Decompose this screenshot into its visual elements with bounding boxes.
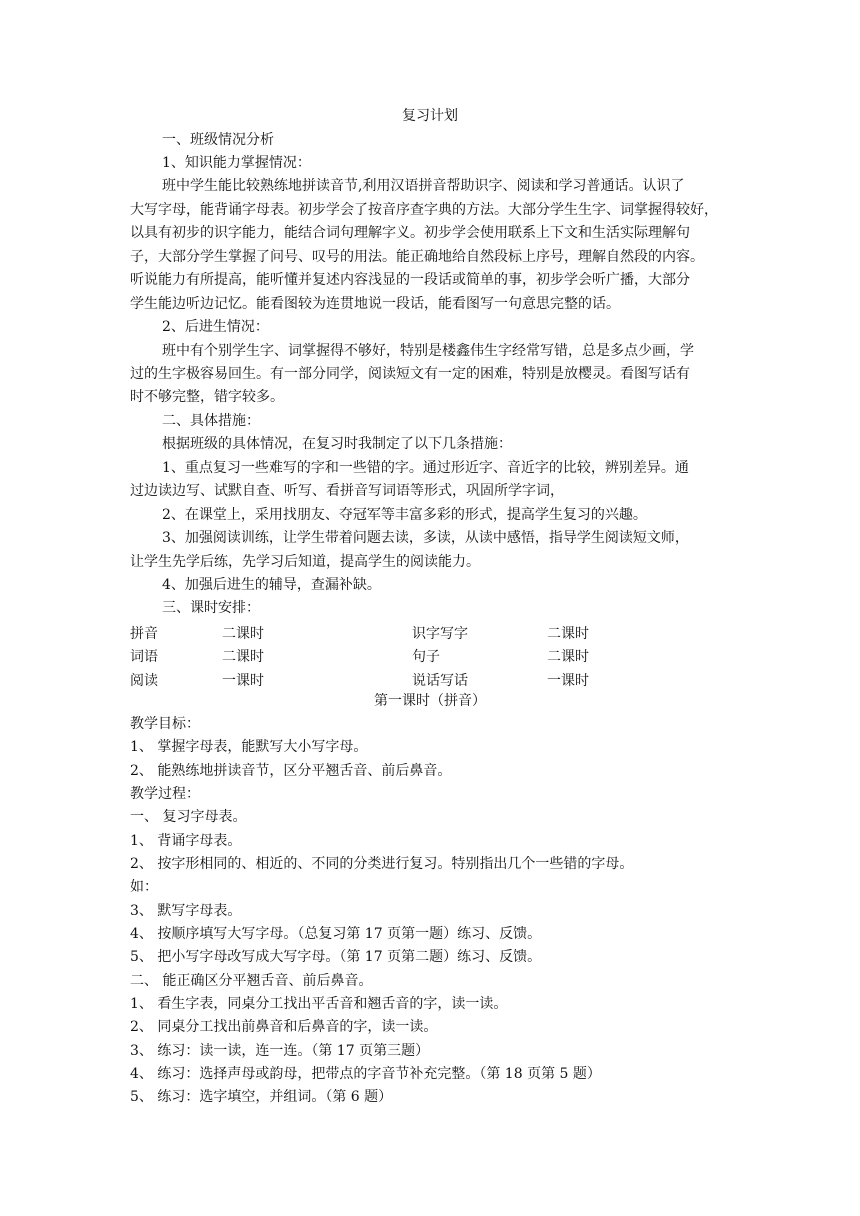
schedule-cell: 识字写字	[412, 626, 468, 642]
process-item: 1、 背诵字母表。	[130, 833, 242, 849]
schedule-cell: 词语	[130, 649, 158, 665]
paragraph-line: 班中学生能比较熟练地拼读音节,利用汉语拼音帮助识字、阅读和学习普通话。认识了	[162, 178, 685, 194]
process-heading: 教学过程：	[130, 786, 200, 802]
goal-item: 2、 能熟练地拼读音节，区分平翘舌音、前后鼻音。	[130, 763, 452, 779]
schedule-cell: 二课时	[222, 626, 264, 642]
measure-item: 3、加强阅读训练，让学生带着问题去读，多读，从读中感悟，指导学生阅读短文师，	[162, 530, 689, 546]
schedule-row	[130, 622, 730, 646]
measures-intro: 根据班级的具体情况，在复习时我制定了以下几条措施：	[162, 436, 512, 452]
section-2-heading: 二、具体措施：	[162, 413, 260, 429]
paragraph-line: 以具有初步的识字能力，能结合词句理解字义。初步学会使用联系上下文和生活实际理解句	[130, 225, 690, 241]
goal-item: 1、 掌握字母表，能默写大小写字母。	[130, 739, 368, 755]
subsection-1-2-heading: 2、后进生情况：	[162, 319, 269, 335]
section-1-heading: 一、班级情况分析	[162, 132, 274, 148]
process-item: 5、 把小写字母改写成大写字母。（第 17 页第二题）练习、反馈。	[130, 949, 542, 965]
schedule-table	[130, 622, 730, 694]
schedule-row	[130, 645, 730, 669]
process-item: 3、 练习：读一读，连一连。（第 17 页第三题）	[130, 1043, 430, 1059]
measure-item: 2、在课堂上，采用找朋友、夺冠军等丰富多彩的形式，提高学生复习的兴趣。	[162, 507, 647, 523]
subsection-1-1-heading: 1、知识能力掌握情况：	[162, 155, 311, 171]
measure-item: 让学生先学后练，先学习后知道，提高学生的阅读能力。	[130, 554, 480, 570]
section-3-heading: 三、课时安排：	[162, 600, 260, 616]
schedule-cell: 二课时	[547, 626, 589, 642]
paragraph-line: 时不够完整，错字较多。	[130, 389, 284, 405]
schedule-cell: 说话写话	[412, 673, 468, 689]
goals-heading: 教学目标：	[130, 716, 200, 732]
schedule-cell: 阅读	[130, 673, 158, 689]
lesson-1-title: 第一课时（拼音）	[374, 693, 486, 709]
paragraph-line: 学生能边听边记忆。能看图较为连贯地说一段话，能看图写一句意思完整的话。	[130, 296, 620, 312]
paragraph-line: 大写字母，能背诵字母表。初步学会了按音序查字典的方法。大部分学生生字、词掌握得较好，	[130, 202, 718, 218]
process-part-2-heading: 二、 能正确区分平翘舌音、前后鼻音。	[130, 973, 373, 989]
measure-item: 过边读边写、试默自查、听写、看拼音写词语等形式，巩固所学字词，	[130, 483, 564, 499]
process-item: 2、 同桌分工找出前鼻音和后鼻音的字，读一读。	[130, 1019, 438, 1035]
paragraph-line: 班中有个别学生字、词掌握得不够好，特别是楼鑫伟生字经常写错，总是多点少画，学	[162, 343, 694, 359]
measure-item: 4、加强后进生的辅导，查漏补缺。	[162, 577, 381, 593]
example-label: 如：	[130, 879, 158, 895]
schedule-cell: 句子	[412, 649, 440, 665]
plan-title: 复习计划	[402, 108, 458, 124]
schedule-cell: 二课时	[547, 649, 589, 665]
paragraph-line: 子，大部分学生掌握了问号、叹号的用法。能正确地给自然段标上序号，理解自然段的内容。	[130, 249, 704, 265]
schedule-cell: 一课时	[547, 673, 589, 689]
process-item: 4、 练习：选择声母或韵母，把带点的字音节补充完整。（第 18 页第 5 题）	[130, 1066, 601, 1082]
process-item: 1、 看生字表，同桌分工找出平舌音和翘舌音的字，读一读。	[130, 996, 508, 1012]
paragraph-line: 听说能力有所提高，能听懂并复述内容浅显的一段话或简单的事，初步学会听广播，大部分	[130, 272, 690, 288]
schedule-cell: 一课时	[222, 673, 264, 689]
paragraph-line: 过的生字极容易回生。有一部分同学，阅读短文有一定的困难，特别是放樱灵。看图写话有	[130, 366, 690, 382]
process-item: 3、 默写字母表。	[130, 903, 242, 919]
measure-item: 1、重点复习一些难写的字和一些错的字。通过形近字、音近字的比较，辨别差异。通	[162, 460, 689, 476]
schedule-cell: 拼音	[130, 626, 158, 642]
process-part-1-heading: 一、 复习字母表。	[130, 809, 247, 825]
process-item: 4、 按顺序填写大写字母。（总复习第 17 页第一题）练习、反馈。	[130, 926, 542, 942]
process-item: 5、 练习：选字填空，并组词。（第 6 题）	[130, 1089, 393, 1105]
schedule-cell: 二课时	[222, 649, 264, 665]
process-item: 2、 按字形相同的、相近的、不同的分类进行复习。特别指出几个一些错的字母。	[130, 856, 634, 872]
